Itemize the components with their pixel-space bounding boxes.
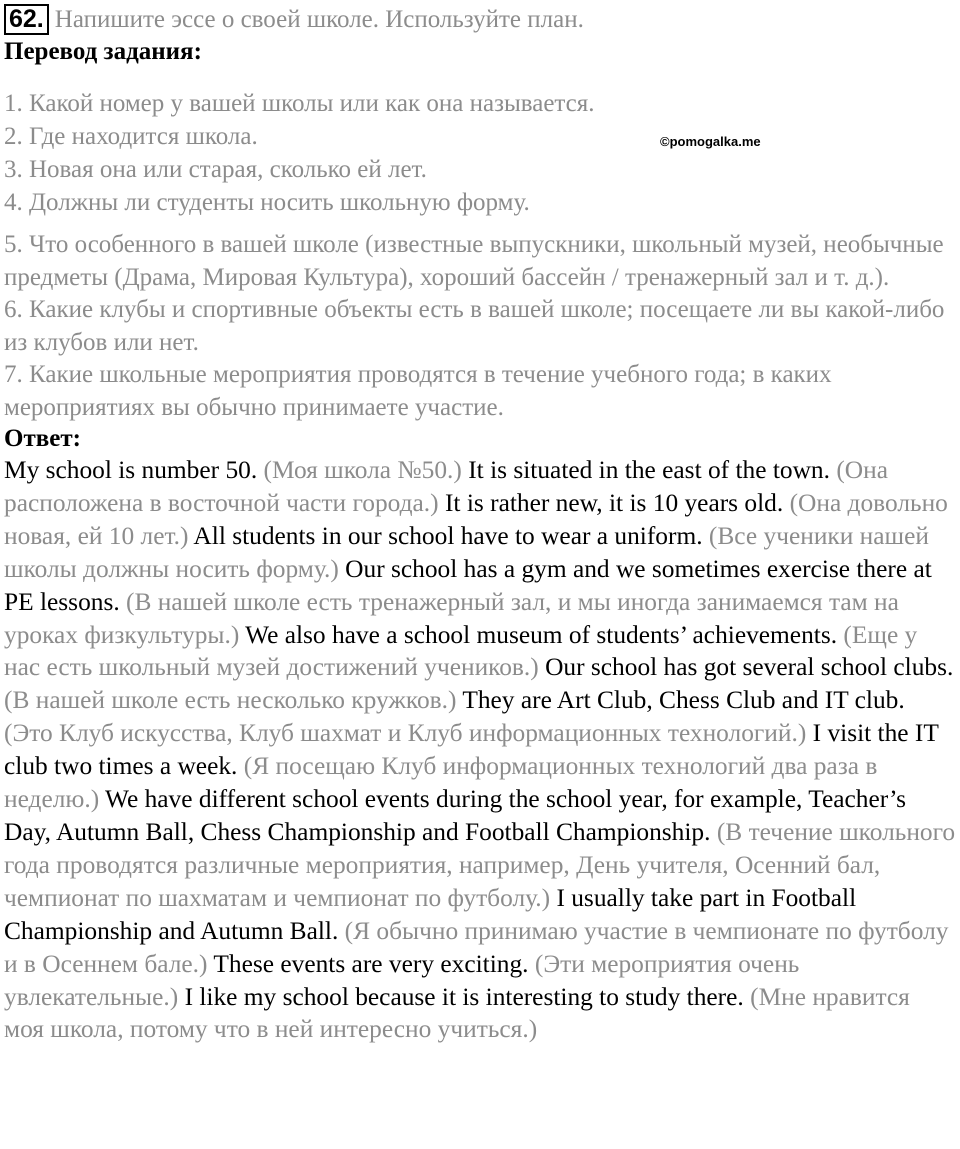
plan-item: 4. Должны ли студенты носить школьную форму. — [4, 189, 530, 216]
answer-russian-translation: (Моя школа №50.) — [263, 456, 462, 484]
plan-item: 2. Где находится школа. — [4, 123, 258, 150]
task-instruction: Напишите эссе о своей школе. Используйте план. — [54, 6, 584, 33]
task-header — [4, 3, 956, 37]
answer-english-sentence: Our school has a gym and we sometimes exercise there at PE lessons. — [4, 554, 932, 616]
task-number: 62. — [4, 4, 49, 35]
plan-item: 5. Что особенного в вашей школе (известные выпускники, школьный музей, необычные предметы (Драма, Мировая Культура), хороший бассейн / тренажерный зал и т. д.). — [4, 231, 944, 291]
answer-english-sentence: They are Art Club, Chess Club and IT club. — [462, 686, 905, 715]
answer-russian-translation: (В течение школьного года проводятся различные мероприятия, например, День учителя, Осенний бал, чемпионат по шахматам и чемпионат по футболу.) — [4, 817, 956, 912]
plan-item: 3. Новая она или старая, сколько ей лет. — [4, 156, 427, 183]
answer-english-sentence: We have different school events during the school year, for example, Teacher’s Day, Autumn Ball, Chess Championship and Football Championship. — [4, 785, 907, 846]
plan-list — [4, 87, 956, 219]
answer-russian-translation: (Еще у нас есть школьный музей достижений учеников.) — [4, 620, 918, 682]
document-page — [4, 3, 956, 1046]
answer-russian-translation: (Я посещаю Клуб информационных технологий два раза в неделю.) — [4, 752, 878, 814]
answer-russian-translation: (Я обычно принимаю участие в чемпионате по футболу и в Осеннем бале.) — [4, 916, 949, 978]
plan-item: 1. Какой номер у вашей школы или как она называется. — [4, 90, 595, 117]
answer-russian-translation: (В нашей школе есть тренажерный зал, и мы иногда занимаемся там на уроках физкультуры.) — [4, 587, 899, 649]
answer-english-sentence: We also have a school museum of students’ achievements. — [245, 620, 838, 649]
answer-russian-translation: (В нашей школе есть несколько кружков.) — [4, 686, 457, 715]
answer-english-sentence: It is rather new, it is 10 years old. — [444, 488, 784, 517]
answer-english-sentence: My school is number 50. — [4, 456, 258, 484]
answer-russian-translation: (Эти мероприятия очень увлекательные.) — [4, 949, 800, 1011]
watermark: ©pomogalka.me — [660, 134, 761, 149]
answer-english-sentence: Our school has got several school clubs. — [545, 653, 954, 682]
plan-item: 6. Какие клубы и спортивные объекты есть в вашей школе; посещаете ли вы какой-либо из клубов или нет. — [4, 296, 945, 356]
answer-heading: Ответ: — [4, 425, 81, 452]
answer-english-sentence: These events are very exciting. — [213, 949, 529, 978]
answer-russian-translation: (Это Клуб искусства, Клуб шахмат и Клуб информационных технологий.) — [4, 719, 807, 748]
answer-russian-translation: (Она расположена в восточной части города.) — [4, 456, 888, 517]
translation-heading: Перевод задания: — [4, 38, 202, 65]
answer-english-sentence: I usually take part in Football Championship and Autumn Ball. — [4, 883, 857, 945]
answer-russian-translation: (Мне нравится моя школа, потому что в ней интересно учиться.) — [4, 982, 910, 1044]
answer-russian-translation: (Все ученики нашей школы должны носить форму.) — [4, 521, 929, 583]
answer-text — [4, 454, 956, 1046]
answer-english-sentence: All students in our school have to wear a uniform. — [193, 521, 703, 550]
plan-list-extra — [4, 229, 956, 424]
plan-item: 7. Какие школьные мероприятия проводятся в течение учебного года; в каких мероприятиях вы обычно принимаете участие. — [4, 361, 832, 421]
answer-english-sentence: I like my school because it is interesting to study there. — [184, 982, 744, 1011]
answer-english-sentence: I visit the IT club two times a week. — [4, 719, 939, 781]
answer-english-sentence: It is situated in the east of the town. — [468, 456, 830, 484]
answer-russian-translation: (Она довольно новая, ей 10 лет.) — [4, 488, 948, 550]
